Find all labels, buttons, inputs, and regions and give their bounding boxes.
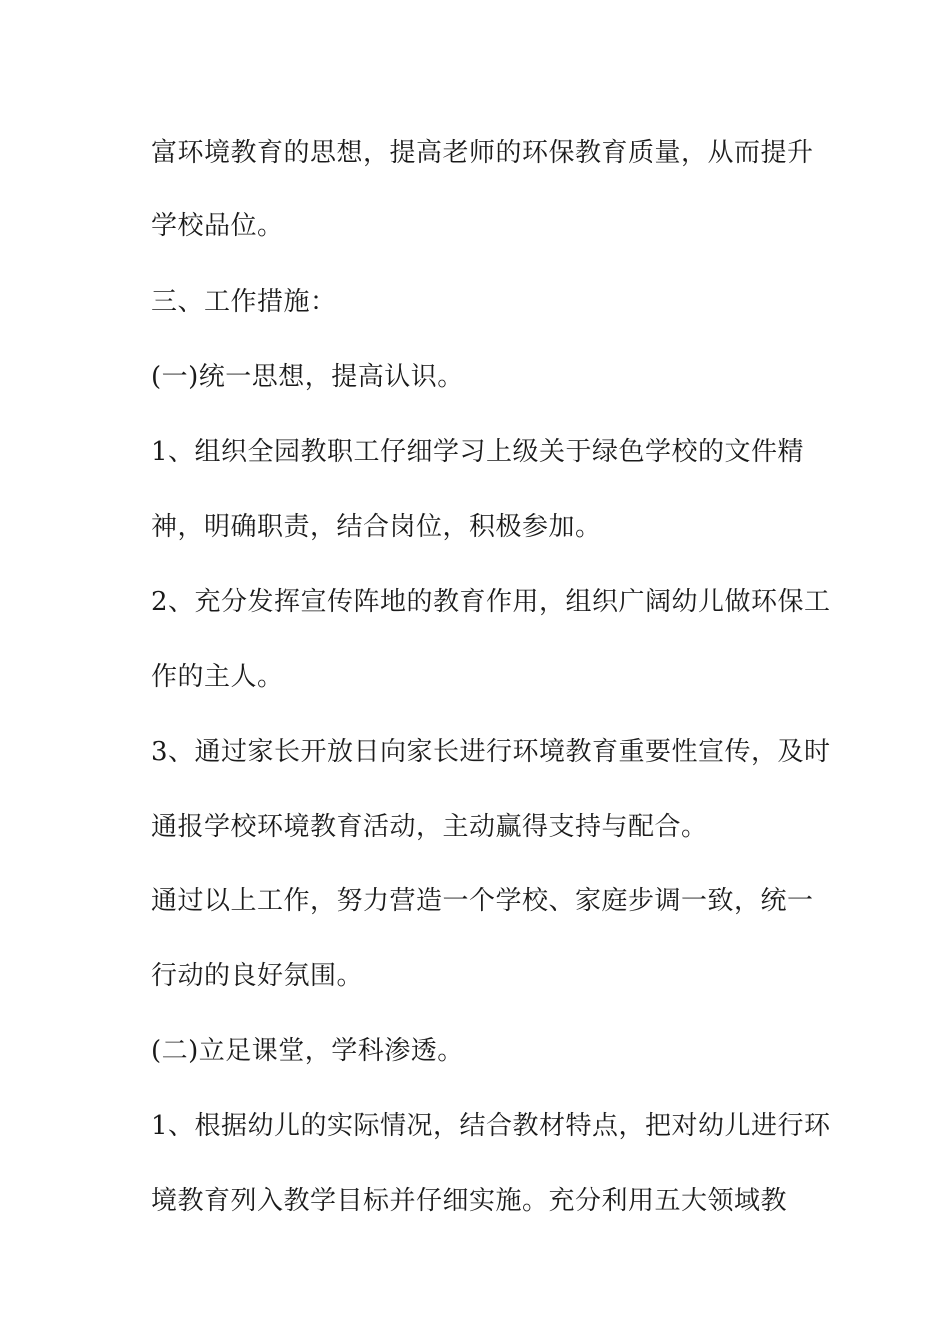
text-line: 1、根据幼儿的实际情况，结合教材特点，把对幼儿进行环	[151, 1111, 831, 1141]
section-heading: 三、工作措施：	[151, 287, 337, 317]
text-line: 1、组织全园教职工仔细学习上级关于绿色学校的文件精	[151, 437, 805, 467]
text-line: 通报学校环境教育活动，主动赢得支持与配合。	[151, 812, 708, 842]
text-line: 行动的良好氛围。	[151, 961, 364, 991]
text-line: 富环境教育的思想，提高老师的环保教育质量，从而提升	[151, 138, 814, 168]
subsection-heading: (二)立足课堂，学科渗透。	[151, 1036, 464, 1066]
subsection-heading: (一)统一思想，提高认识。	[151, 362, 464, 392]
text-line: 境教育列入教学目标并仔细实施。充分利用五大领域教	[151, 1186, 788, 1216]
text-line: 神，明确职责，结合岗位，积极参加。	[151, 512, 602, 542]
text-line: 通过以上工作，努力营造一个学校、家庭步调一致，统一	[151, 886, 814, 916]
text-line: 2、充分发挥宣传阵地的教育作用，组织广阔幼儿做环保工	[151, 587, 831, 617]
text-line: 3、通过家长开放日向家长进行环境教育重要性宣传，及时	[151, 737, 831, 767]
text-line: 作的主人。	[151, 662, 284, 692]
text-line: 学校品位。	[151, 211, 284, 241]
